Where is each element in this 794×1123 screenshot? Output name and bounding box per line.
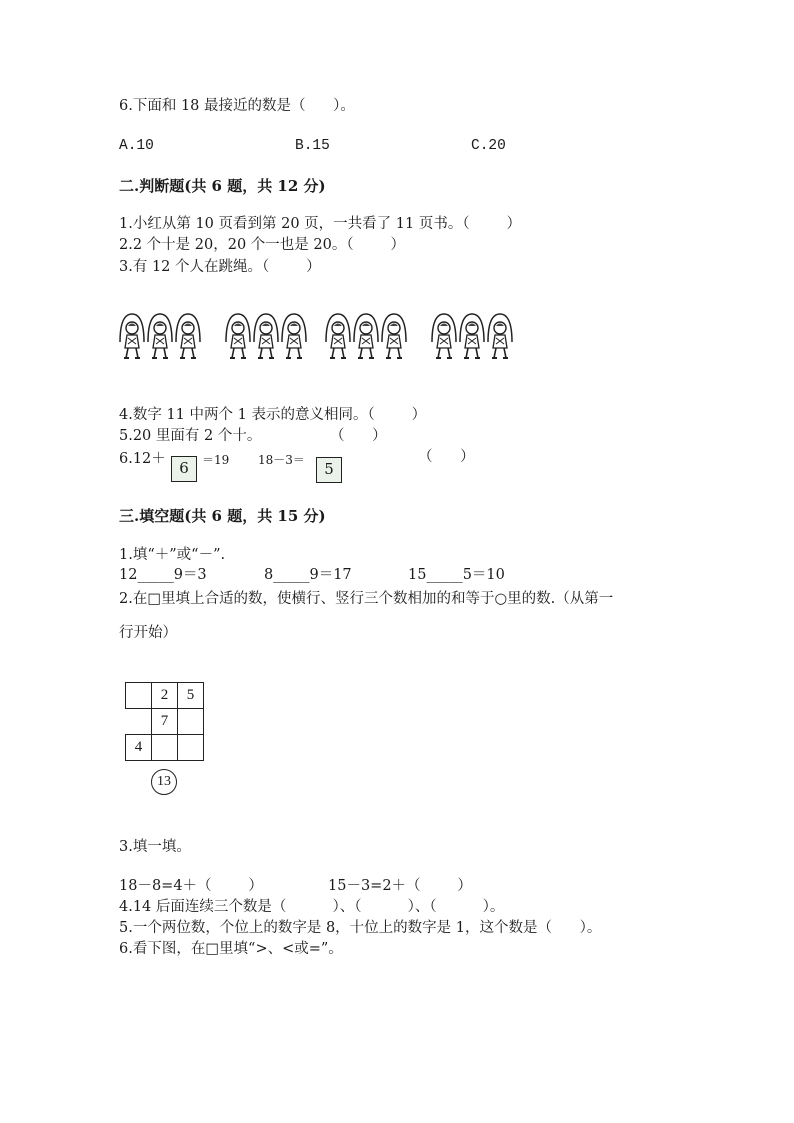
grid-cell: 4 (126, 735, 152, 761)
judge-q4: 4.数字 11 中两个 1 表示的意义相同。（ ） (119, 407, 427, 423)
fill-q1: 1.填“＋”或“－”. (119, 547, 226, 563)
option-c: C.20 (471, 138, 506, 154)
fill-q2-line2: 行开始） (119, 625, 177, 641)
judge-q2: 2.2 个十是 20，20 个一也是 20。（ ） (119, 237, 405, 253)
option-a: A.10 (119, 138, 154, 154)
fill-q2-line1: 2.在□里填上合适的数，使横行、竖行三个数相加的和等于○里的数.（从第一 (119, 591, 614, 607)
grid-cell (178, 709, 204, 735)
fill-q3-eq2: 15－3=2＋（ ） (328, 878, 472, 894)
judge-q5: 5.20 里面有 2 个十。 (119, 428, 262, 444)
judge-q1: 1.小红从第 10 页看到第 20 页，一共看了 11 页书。（ ） (119, 216, 521, 232)
answer-box-2: 5 (316, 457, 342, 483)
grid-cell (178, 735, 204, 761)
judge-q3: 3.有 12 个人在跳绳。（ ） (119, 259, 321, 275)
judge-q6-mid: 18－3＝ (258, 453, 305, 467)
sum-circle: 13 (151, 769, 177, 795)
answer-box-1: 6 (171, 456, 197, 482)
judge-q5-paren: （ ） (330, 428, 387, 444)
grid-cell-empty (126, 709, 152, 735)
fill-q1-eq2: 8_____9＝17 (264, 567, 352, 583)
section-2-heading: 二.判断题(共 6 题，共 12 分) (119, 177, 326, 195)
fill-q5: 5.一个两位数，个位上的数字是 8，十位上的数字是 1，这个数是（ ）。 (119, 920, 602, 936)
grid-cell: 2 (152, 683, 178, 709)
number-grid (125, 682, 204, 761)
grid-cell: 7 (152, 709, 178, 735)
grid-row (126, 709, 204, 735)
section-3-heading: 三.填空题(共 6 题，共 15 分) (119, 507, 326, 525)
jump-rope-children-illustration (118, 312, 528, 364)
question-6-choice: 6.下面和 18 最接近的数是（ ）。 (119, 98, 355, 114)
fill-q3: 3.填一填。 (119, 839, 191, 855)
grid-row (126, 683, 204, 709)
grid-cell (152, 735, 178, 761)
judge-q6-left: 6.12＋ (119, 451, 166, 467)
fill-q4: 4.14 后面连续三个数是（ ）、（ ）、（ ）。 (119, 899, 505, 915)
grid-cell (126, 683, 152, 709)
grid-cell: 5 (178, 683, 204, 709)
judge-q6-eq1: ＝19 (202, 453, 230, 467)
grid-row (126, 735, 204, 761)
option-b: B.15 (295, 138, 330, 154)
fill-q6: 6.看下图，在□里填“>、<或=”。 (119, 941, 343, 957)
judge-q6-paren: （ ） (418, 449, 475, 465)
fill-q1-eq3: 15_____5＝10 (408, 567, 505, 583)
fill-q3-eq1: 18－8=4＋（ ） (119, 878, 263, 894)
fill-q1-eq1: 12_____9＝3 (119, 567, 207, 583)
